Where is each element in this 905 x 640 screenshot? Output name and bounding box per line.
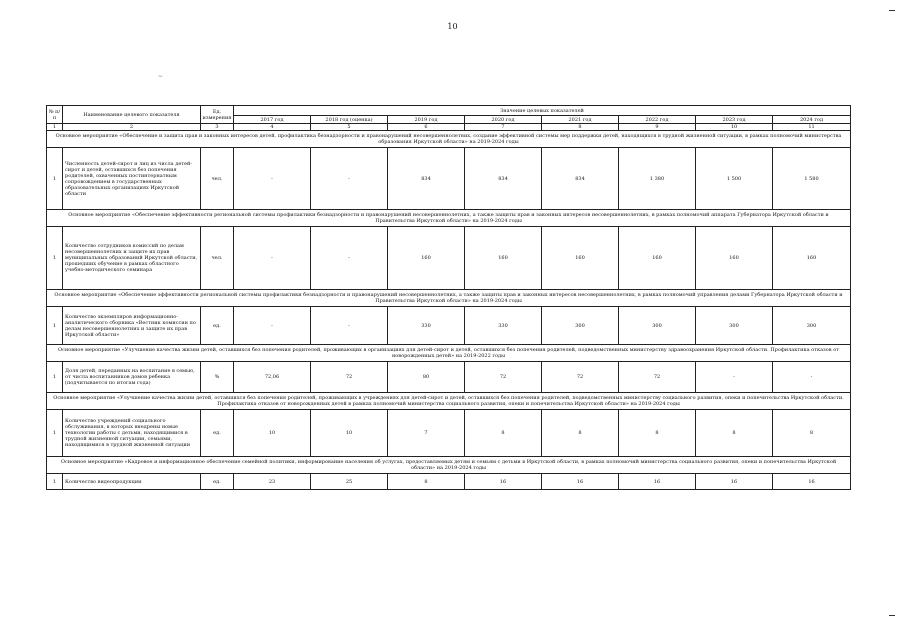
value-cell: 8: [542, 410, 619, 457]
section-row: [47, 457, 851, 474]
section-row: [47, 393, 851, 410]
edge-mark: [889, 10, 895, 11]
section-row: [47, 290, 851, 307]
value-cell: -: [234, 227, 311, 290]
section-title: Основное мероприятие «Обеспечение эффективности региональной системы профилактики безнадзорности и правонарушений несовершеннолетних, а также защиты прав и законных интересов несовершеннолетних, в рамках полномочий управления делами Губернатора Иркутской области и Правительства Иркутской области» на 2019-2024 годы: [47, 290, 851, 307]
value-cell: -: [311, 148, 388, 210]
value-cell: 1 580: [773, 148, 851, 210]
value-cell: 330: [465, 307, 542, 345]
section-title: Основное мероприятие «Обеспечение и защита прав и законных интересов детей, профилактика безнадзорности и правонарушений несовершеннолетних, создание эффективной системы мер поддержки детей, находящихся в трудной жизненной ситуации, в рамках полномочий министерства образования Иркутской области» на 2019-2024 годы: [47, 131, 851, 148]
value-cell: 1 380: [619, 148, 696, 210]
unit-cell: чел.: [201, 148, 234, 210]
unit-cell: ед.: [201, 474, 234, 490]
column-number: 5: [311, 124, 388, 131]
column-number: 1: [47, 124, 63, 131]
section-row: [47, 345, 851, 362]
value-cell: 160: [696, 227, 773, 290]
value-cell: 300: [696, 307, 773, 345]
section-row: [47, 131, 851, 148]
row-number: 1: [47, 227, 63, 290]
value-cell: 300: [773, 307, 851, 345]
value-cell: 10: [234, 410, 311, 457]
row-number: 1: [47, 307, 63, 345]
header-year: 2021 год: [542, 116, 619, 124]
value-cell: 8: [696, 410, 773, 457]
table-row: [47, 410, 851, 457]
table-row: [47, 307, 851, 345]
header-year: 2019 год: [388, 116, 465, 124]
value-cell: 834: [465, 148, 542, 210]
section-title: Основное мероприятие «Обеспечение эффективности региональной системы профилактики безнадзорности и правонарушений несовершеннолетних, а также защиты прав и законных интересов несовершеннолетних, в рамках полномочий аппарата Губернатора Иркутской области и Правительства Иркутской области» на 2019-2024 годы: [47, 210, 851, 227]
stray-mark: ~: [158, 73, 164, 80]
unit-cell: ед.: [201, 410, 234, 457]
value-cell: 8: [773, 410, 851, 457]
value-cell: 72: [465, 362, 542, 393]
header-year: 2022 год: [619, 116, 696, 124]
value-cell: 10: [311, 410, 388, 457]
section-title: Основное мероприятие «Улучшение качества жизни детей, оставшихся без попечения родителей, проживающих в организациях для детей-сирот и детей, оставшихся без попечения родителей, подведомственных министерству здравоохранения Иркутской области. Профилактика отказов от новорожденных детей» на 2019-2022 годы: [47, 345, 851, 362]
unit-cell: чел.: [201, 227, 234, 290]
value-cell: 72,06: [234, 362, 311, 393]
value-cell: 16: [542, 474, 619, 490]
indicator-name: Количество видеопродукции: [63, 474, 201, 490]
value-cell: -: [234, 307, 311, 345]
table-row: [47, 474, 851, 490]
indicator-name: Численность детей-сирот и лиц из числа детей-сирот и детей, оставшихся без попечения родителей, охваченных постинтернатным сопровождением в государственных образовательных организациях Иркутской области: [63, 148, 201, 210]
value-cell: 300: [542, 307, 619, 345]
header-year: 2020 год: [465, 116, 542, 124]
target-indicators-table: [46, 105, 851, 490]
row-number: 1: [47, 410, 63, 457]
value-cell: 160: [619, 227, 696, 290]
indicator-name: Количество экземпляров информационно-аналитического сборника «Вестник комиссии по делам несовершеннолетних и защите их прав Иркутской области»: [63, 307, 201, 345]
header-year: 2017 год: [234, 116, 311, 124]
row-number: 1: [47, 362, 63, 393]
unit-cell: %: [201, 362, 234, 393]
indicator-name: Доля детей, переданных на воспитание в семью, от числа воспитанников домов ребенка (подчитывается по итогам года): [63, 362, 201, 393]
column-number: 9: [619, 124, 696, 131]
value-cell: 25: [311, 474, 388, 490]
value-cell: 160: [388, 227, 465, 290]
section-title: Основное мероприятие «Улучшение качества жизни детей, оставшихся без попечения родителей, проживающих в учреждениях для детей-сирот и детей, оставшихся без попечения родителей, подведомственных министерству социального развития, опеки и попечительства Иркутской области. Профилактика отказов от новорожденных детей в рамках полномочий министерства социального развития, опеки и попечительства Иркутской области» на 2019-2024 годы: [47, 393, 851, 410]
value-cell: 300: [619, 307, 696, 345]
value-cell: 160: [773, 227, 851, 290]
column-number: 7: [465, 124, 542, 131]
value-cell: 330: [388, 307, 465, 345]
column-number: 10: [696, 124, 773, 131]
edge-mark: [889, 615, 895, 616]
value-cell: -: [773, 362, 851, 393]
value-cell: 160: [542, 227, 619, 290]
value-cell: 23: [234, 474, 311, 490]
column-number: 2: [63, 124, 201, 131]
value-cell: 1 500: [696, 148, 773, 210]
header-year: 2018 год (оценка): [311, 116, 388, 124]
value-cell: 160: [465, 227, 542, 290]
header-year: 2024 год: [773, 116, 851, 124]
value-cell: 8: [465, 410, 542, 457]
value-cell: 72: [542, 362, 619, 393]
table-row: [47, 227, 851, 290]
value-cell: 8: [619, 410, 696, 457]
page-number: 10: [447, 22, 458, 31]
value-cell: 8: [388, 474, 465, 490]
indicator-name: Количество учреждений социального обслуживания, в которых внедрены новые технологии работы с детьми, находящимися в трудной жизненной ситуации, семьями, находящимися в трудной жизненной ситуации: [63, 410, 201, 457]
header-name: Наименование целевого показателя: [63, 106, 201, 124]
column-number: 3: [201, 124, 234, 131]
row-number: 1: [47, 148, 63, 210]
value-cell: 16: [619, 474, 696, 490]
column-number: 6: [388, 124, 465, 131]
section-title: Основное мероприятие «Кадровое и информационное обеспечение семейной политики, информирование населения об услугах, предоставляемых детям и семьям с детьми в Иркутской области, в рамках полномочий министерства социального развития, опеки и попечительства Иркутской области» на 2019-2024 годы: [47, 457, 851, 474]
column-number: 11: [773, 124, 851, 131]
value-cell: -: [311, 307, 388, 345]
column-number: 8: [542, 124, 619, 131]
section-row: [47, 210, 851, 227]
value-cell: 72: [619, 362, 696, 393]
value-cell: 72: [311, 362, 388, 393]
header-values-group: Значение целевых показателей: [234, 106, 851, 116]
header-unit: Ед. измерения: [201, 106, 234, 124]
column-number: 4: [234, 124, 311, 131]
value-cell: -: [234, 148, 311, 210]
value-cell: -: [311, 227, 388, 290]
value-cell: 16: [465, 474, 542, 490]
header-year: 2023 год: [696, 116, 773, 124]
row-number: 1: [47, 474, 63, 490]
table-row: [47, 148, 851, 210]
value-cell: 80: [388, 362, 465, 393]
table-row: [47, 362, 851, 393]
unit-cell: ед.: [201, 307, 234, 345]
indicator-name: Количество сотрудников комиссий по делам несовершеннолетних и защите их прав муниципальных образований Иркутской области, прошедших обучение в рамках областного учебно-методического семинара: [63, 227, 201, 290]
value-cell: 7: [388, 410, 465, 457]
value-cell: -: [696, 362, 773, 393]
value-cell: 16: [696, 474, 773, 490]
value-cell: 834: [388, 148, 465, 210]
value-cell: 834: [542, 148, 619, 210]
value-cell: 16: [773, 474, 851, 490]
header-num: № п/п: [47, 106, 63, 124]
